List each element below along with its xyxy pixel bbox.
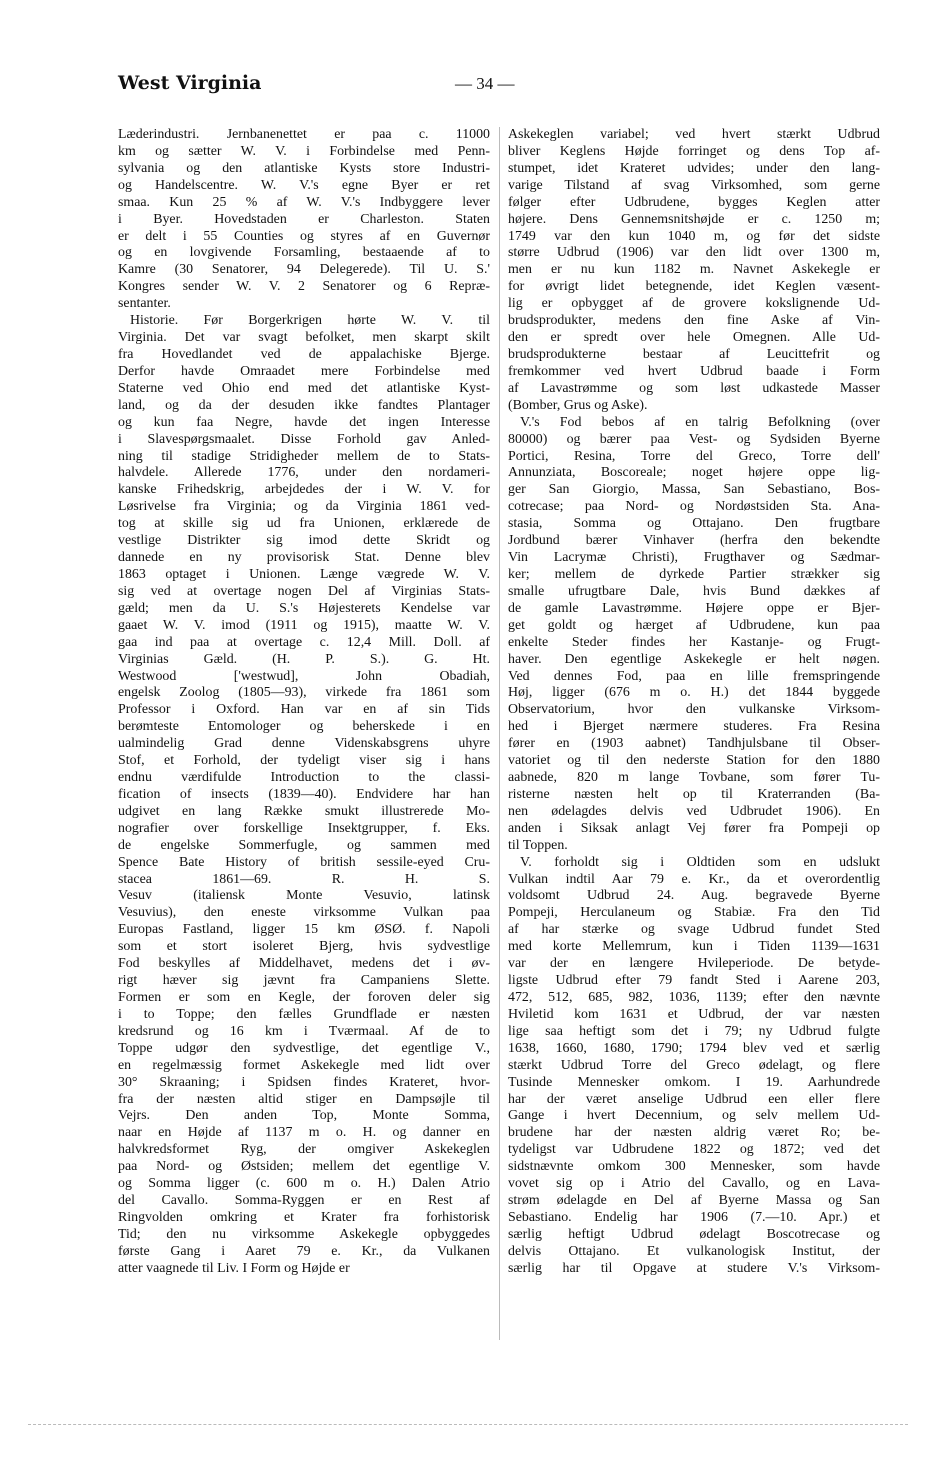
left-column-line: de engelske Sommerfugle, og sammen med [118, 837, 490, 853]
right-column-line: stasia, Somma og Ottajano. Den frugtbare [508, 516, 880, 532]
right-column-line: Tusinde Mennesker omkom. I 19. Aarhundrede [508, 1074, 880, 1090]
right-column-line: 1749 var den kun 1040 m, og før det sidste [508, 228, 880, 244]
right-column-line: aabnede, 820 m lange Tovbane, som fører Tu- [508, 770, 880, 786]
left-column-line: Toppe udgør den sydvestlige, det egentlige V., [118, 1040, 490, 1056]
left-column-line: paa Nord- og Østsiden; mellem det egentlige V. [118, 1159, 490, 1175]
right-column-line: Portici, Resina, Torre del Greco, Torre dell' [508, 448, 880, 464]
right-column-line: V.'s Fod bebos af en talrig Befolkning (over [520, 414, 880, 430]
right-column-line: ger San Giorgio, Massa, San Sebastiano, Bos- [508, 482, 880, 498]
right-column-line: voldsomt Udbrud 24. Aug. begravede Byerne [508, 888, 880, 904]
right-column-line: nen ødelagdes delvis ved Udbrudet 1906). En [508, 803, 880, 819]
right-column-line: højere. Dens Gennemsnitshøjde er c. 1250 m; [508, 211, 880, 227]
right-column-line: Askekeglen variabel; ved hvert stærkt Udbrud [508, 127, 880, 142]
right-column-line: Gange i hvert Decennium, og selv mellem Ud- [508, 1108, 880, 1124]
left-column-line: atter vaagnede til Liv. I Form og Højde er [118, 1260, 350, 1276]
right-column-line: følger efter Udbrudene, bygges Keglen atter [508, 194, 880, 210]
left-column-line: Spence Bate History of british sessile-eyed Cru- [118, 854, 490, 870]
left-column-line: gaaet W. V. imod (1911 og 1915), maatte W. V. [118, 617, 490, 633]
right-column-line: Jordbund bærer Vinhaver (herfra den bekendte [508, 533, 880, 549]
left-column-line: ualmindelig Grad denne Videnskabsgrens uhyre [118, 736, 490, 752]
right-column-line: fremkommer ved hvert Udbrud baade i Form [508, 363, 880, 379]
left-column-line: og kun faa Negre, havde det ingen Interesse [118, 414, 490, 430]
left-column-line: rigt hæver sig jævnt fra Campaniens Slette. [118, 973, 490, 989]
right-column-line: vatoriet og til den nederste Station for den 1880 [508, 753, 880, 769]
right-column-line: sidstnævnte omkom 300 Mennesker, som havde [508, 1159, 880, 1175]
left-column-line: dannede en ny provisorisk Stat. Denne blev [118, 550, 490, 566]
right-column-line: tydeligst var Udbrudene 1822 og 1872; ved det [508, 1142, 880, 1158]
left-column-line: Professor i Oxford. Han var en af sin Tids [118, 702, 490, 718]
left-column-line: i to Toppe; den fælles Grundflade er næsten [118, 1006, 490, 1022]
right-column-line: Vulkan indtil Aar 79 e. Kr., da et overordentlig [508, 871, 880, 887]
right-column-line: har der været anselige Udbrud een eller flere [508, 1091, 880, 1107]
left-column-line: smaa. Kun 25 % af W. V.'s Indbyggere lever [118, 194, 490, 210]
right-column-line: brudsprodukterne bestaar af Leucittefrit og [508, 346, 880, 362]
left-column-line: Formen er som en Kegle, der foroven deler sig [118, 990, 490, 1006]
left-column-line: kanske Frihedskrig, arbejdedes der i W. V. for [118, 482, 490, 498]
column-divider [499, 127, 500, 1340]
right-column-line: fører en (1903 aabnet) Tandhjulsbane til Obser- [508, 736, 880, 752]
left-column-line: Europas Fastland, ligger 15 km ØSØ. f. Napoli [118, 922, 490, 938]
right-column-line: med korte Mellemrum, kun i Tiden 1139—1631 [508, 939, 880, 955]
page-bottom-edge [28, 1424, 908, 1425]
left-column-line: Historie. Før Borgerkrigen hørte W. V. til [130, 313, 490, 329]
left-column-line: sentanter. [118, 296, 171, 312]
page-number: — 34 — [455, 74, 515, 93]
left-column-line: i Slavespørgsmaalet. Disse Forhold gav Anled- [118, 431, 490, 447]
right-column-line: bliver Keglens Højde forringet og dens Top af- [508, 143, 880, 159]
right-column-line: var der en længere Hvileperiode. De betyde- [508, 956, 880, 972]
right-column-line: men er nu kun 1182 m. Navnet Askekegle er [508, 262, 880, 278]
left-column-line: Virginias Gæld. (H. P. S.). G. Ht. [118, 651, 490, 667]
right-column-line: for øvrigt lidet betegnende, idet Keglen væsent- [508, 279, 880, 295]
left-column-line: Tid; den nu virksomme Askekegle opbyggedes [118, 1226, 490, 1242]
left-column-line: Vejrs. Den anden Top, Monte Somma, [118, 1108, 490, 1124]
left-column-line: Vesuv (italiensk Monte Vesuvio, latinsk [118, 888, 490, 904]
left-column-line: Kamre (30 Senatorer, 94 Delegerede). Til U. S.' [118, 262, 490, 278]
left-column-line: naar en Højde af 1137 m o. H. og danner en [118, 1125, 490, 1141]
right-column-line: Observatorium, hvor den vulkanske Virksom- [508, 702, 880, 718]
left-column-line: og Handelscentre. W. V.'s egne Byer er ret [118, 177, 490, 193]
right-column-line: den er spredt over hele Omegnen. Alle Ud- [508, 330, 880, 346]
right-column-line: 472, 512, 685, 982, 1036, 1139; efter den nævnte [508, 990, 880, 1006]
right-column-line: Vin Lacrymæ Christi), Frugthaver og Sædmar- [508, 550, 880, 566]
right-column-line: delvis Ottajano. Et vulkanologisk Institut, der [508, 1243, 880, 1259]
left-column-line: vestlige Distrikter sig imod dette Skridt og [118, 533, 490, 549]
right-column-line: brudene har der næsten aldrig været Ro; be- [508, 1125, 880, 1141]
left-column-line: Ringvolden omkring et Krater fra forhistorisk [118, 1210, 490, 1225]
left-column-line: Kongres sender W. V. 2 Senatorer og 6 Repræ- [118, 279, 490, 295]
right-column-line: cotrecase; paa Nord- og Nordøstsiden Sta. Ana- [508, 499, 880, 515]
left-column [118, 127, 490, 1278]
right-column-line: særlig har til Opgave at studere V.'s Virksom- [508, 1260, 880, 1276]
right-column-line: vovet sig op i Atrio del Cavallo, og en Lava- [508, 1176, 880, 1192]
left-column-line: stacea 1861—69. R. H. S. [118, 871, 490, 887]
right-column-line: Høj, ligger (676 m o. H.) det 1844 byggede [508, 685, 880, 701]
right-column-line: strøm ødelagde en Del af Byerne Massa og San [508, 1193, 880, 1209]
left-column-line: sylvania og den atlantiske Kysts store Industri- [118, 160, 490, 176]
right-column-line: haver. Den egentlige Askekegle er helt nøgen. [508, 651, 880, 667]
right-column-line: enkelte Steder findes her Kastanje- og Frugt- [508, 634, 880, 650]
right-column-line: særlig heftigt Udbrud ødelagt Boscotrecase og [508, 1226, 880, 1242]
left-column-line: land, og da der desuden ikke fandtes Plantager [118, 397, 490, 413]
right-column-line: Hviletid kom 1631 et Udbrud, der var næsten [508, 1006, 880, 1022]
left-column-line: gæld; men da U. S.'s Højesterets Kendelse var [118, 600, 490, 616]
right-column-line: Sebastiano. Endelig har 1906 (7.—10. Apr.) et [508, 1210, 880, 1225]
right-column-line: stærkt Udbrud Torre del Greco ødelagt, og flere [508, 1057, 880, 1073]
left-column-line: tog at skille sig ud fra Unionen, erklærede de [118, 516, 490, 532]
left-column-line: 1863 optaget i Unionen. Længe vægrede W. V. [118, 566, 490, 582]
left-column-line: Staterne ved Ohio end med det atlantiske Kyst- [118, 380, 490, 396]
right-column-line: ligste Udbrud efter 79 fandt Sted i Aarene 203, [508, 973, 880, 989]
left-column-line: er delt i 55 Counties og styres af en Guvernør [118, 228, 490, 244]
left-column-line: km og sætter W. V. i Forbindelse med Penn- [118, 143, 490, 159]
left-column-line: Westwood ['westwud], John Obadiah, [118, 668, 490, 684]
running-title: West Virginia [118, 72, 262, 94]
left-column-line: Derfor havde Omraadet mere Forbindelse med [118, 363, 490, 379]
right-column-line: Annunziata, Boscoreale; noget højere oppe lig- [508, 465, 880, 481]
left-column-line: udgivet en lang Række smukt illustrerede Mo- [118, 803, 490, 819]
left-column-line: første Gang i Aaret 79 e. Kr., da Vulkanen [118, 1243, 490, 1259]
left-column-line: Fod beskylles af Middelhavet, medens det i øv- [118, 956, 490, 972]
right-column-line: risterne næsten helt op til Kraterranden (Ba- [508, 786, 880, 802]
right-column-line: anden i Siksak anlagt Vej fører fra Pompeji op [508, 820, 880, 836]
left-column-line: og en lovgivende Forsamling, bestaaende af to [118, 245, 490, 261]
left-column-line: del Cavallo. Somma-Ryggen er en Rest af [118, 1193, 490, 1209]
left-column-line: sig ved at overtage nogen Del af Virginias Stats- [118, 583, 490, 599]
right-column-line: til Toppen. [508, 837, 568, 853]
left-column-line: i Byer. Hovedstaden er Charleston. Staten [118, 211, 490, 227]
right-column-line: Pompeji, Herculaneum og Stabiæ. Fra den Tid [508, 905, 880, 921]
left-column-line: 30° Skraaning; i Spidsen findes Krateret, hvor- [118, 1074, 490, 1090]
left-column-line: kredsrund og 16 km i Tværmaal. Af de to [118, 1023, 490, 1039]
right-column-line: smalle ufrugtbare Dale, hvis Bund dækkes af [508, 583, 880, 599]
left-column-line: fra der næsten altid stiger en Dampsøjle til [118, 1091, 490, 1107]
right-column-line: af har stærke og svage Udbrud fundet Sted [508, 922, 880, 938]
right-column-line: de gamle Lavastrømme. Højere oppe er Bjer- [508, 600, 880, 616]
left-column-line: ning til stadige Stridigheder mellem de to Stats- [118, 448, 490, 464]
left-column-line: en regelmæssig formet Askekegle med lidt over [118, 1057, 490, 1073]
right-column-line: brudsprodukter, medens den fine Aske af Vin- [508, 313, 880, 329]
left-column-line: endnu værdifulde Introduction to the classi- [118, 770, 490, 786]
right-column-line: hed i Bjerget nærmere studeres. Fra Resina [508, 719, 880, 735]
right-column-line: lig er opbygget af de grovere kokslignende Ud- [508, 296, 880, 312]
left-column-line: Løsrivelse fra Virginia; og da Virginia 1861 ved- [118, 499, 490, 515]
left-column-line: fication of insects (1839—40). Endvidere har han [118, 786, 490, 802]
right-column-line: V. forholdt sig i Oldtiden som en udslukt [520, 854, 880, 870]
right-column-line: get goldt og hærget af Udbrudene, kun paa [508, 617, 880, 633]
right-column-line: 80000) og bærer paa Vest- og Sydsiden Byerne [508, 431, 880, 447]
right-column [508, 127, 880, 1278]
right-column-line: Ved dennes Fod, paa en lille fremspringende [508, 668, 880, 684]
left-column-line: fra Hovedlandet ved de appalachiske Bjerge. [118, 346, 490, 362]
right-column-line: (Bomber, Grus og Aske). [508, 397, 648, 413]
right-column-line: ker; mellem de dyrkede Partier strækker sig [508, 566, 880, 582]
right-column-line: af Lavastrømme og som løst udkastede Masser [508, 380, 880, 396]
left-column-line: Virginia. Det var svagt befolket, men skarpt skilt [118, 330, 490, 346]
left-column-line: halvkredsformet Ryg, der omgiver Askekeglen [118, 1142, 490, 1158]
left-column-line: og Somma ligger (c. 600 m o. H.) Dalen Atrio [118, 1176, 490, 1192]
left-column-line: som et stort isoleret Bjerg, hvis sydvestlige [118, 939, 490, 955]
left-column-line: engelsk Zoolog (1805—93), virkede fra 1861 som [118, 685, 490, 701]
left-column-line: gaa ind paa at overtage c. 12,4 Mill. Doll. af [118, 634, 490, 650]
right-column-line: varige Tilstand af svag Virksomhed, som gerne [508, 177, 880, 193]
left-column-line: Stof, et Forhold, der tydeligt viser sig i hans [118, 753, 490, 769]
left-column-line: berømteste Entomologer og beherskede i en [118, 719, 490, 735]
left-column-line: halvdele. Allerede 1776, under den nordameri- [118, 465, 490, 481]
right-column-line: lige saa heftigt som det i 79; ny Udbrud fulgte [508, 1023, 880, 1039]
left-column-line: nografier over forskellige Insektgrupper, f. Eks. [118, 820, 490, 836]
left-column-line: Vesuvius), den eneste virksomme Vulkan paa [118, 905, 490, 921]
right-column-line: 1638, 1660, 1680, 1790; 1794 blev ved et særlig [508, 1040, 880, 1056]
right-column-line: større Udbrud (1906) var den lidt over 1300 m, [508, 245, 880, 261]
right-column-line: stumpet, idet Krateret udvides; under den lang- [508, 160, 880, 176]
left-column-line: Læderindustri. Jernbanenettet er paa c. 11000 [118, 127, 490, 142]
